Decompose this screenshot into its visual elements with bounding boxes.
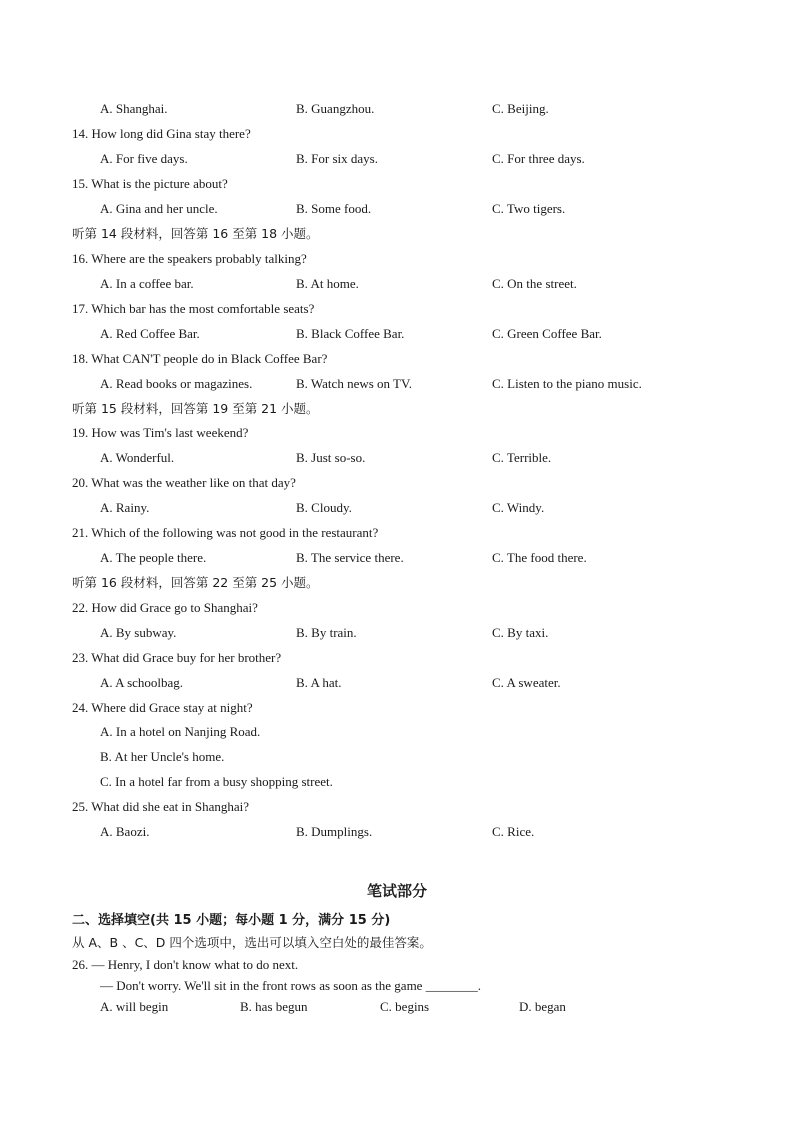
q26-line-1: 26. — Henry, I don't know what to do next. [72, 957, 299, 972]
q21-text: 21. Which of the following was not good in the restaurant? [72, 525, 379, 540]
q17-option-b: B. Black Coffee Bar. [296, 326, 405, 341]
q13-option-b: B. Guangzhou. [296, 101, 375, 116]
q21-option-c: C. The food there. [492, 550, 587, 565]
q15-text: 15. What is the picture about? [72, 176, 228, 191]
q21-option-a: A. The people there. [100, 550, 207, 565]
q18-option-c: C. Listen to the piano music. [492, 376, 642, 391]
q20-option-c: C. Windy. [492, 500, 545, 515]
q20-text: 20. What was the weather like on that day? [72, 475, 296, 490]
q24-option-b: B. At her Uncle's home. [100, 749, 225, 764]
q24-option-c: C. In a hotel far from a busy shopping street. [100, 774, 333, 789]
q26-option-b: B. has begun [240, 999, 308, 1014]
q25-text: 25. What did she eat in Shanghai? [72, 799, 250, 814]
q26-line-2: — Don't worry. We'll sit in the front rows as soon as the game ________. [100, 978, 481, 993]
q25-option-b: B. Dumplings. [296, 824, 373, 839]
q20-option-b: B. Cloudy. [296, 500, 352, 515]
q22-option-b: B. By train. [296, 625, 357, 640]
q16-option-b: B. At home. [296, 276, 359, 291]
q15-option-c: C. Two tigers. [492, 201, 566, 216]
q22-option-c: C. By taxi. [492, 625, 549, 640]
q18-option-b: B. Watch news on TV. [296, 376, 412, 391]
q22-option-a: A. By subway. [100, 625, 177, 640]
q14-option-c: C. For three days. [492, 151, 585, 166]
q19-option-a: A. Wonderful. [100, 450, 175, 465]
q22-text: 22. How did Grace go to Shanghai? [72, 600, 258, 615]
q23-option-b: B. A hat. [296, 675, 342, 690]
q20-option-a: A. Rainy. [100, 500, 150, 515]
section-15-instruction: 听第 15 段材料，回答第 19 至第 21 小题。 [72, 401, 319, 416]
q26-option-c: C. begins [380, 999, 430, 1014]
q14-text: 14. How long did Gina stay there? [72, 126, 251, 141]
q17-option-c: C. Green Coffee Bar. [492, 326, 602, 341]
q16-option-c: C. On the street. [492, 276, 577, 291]
q25-option-c: C. Rice. [492, 824, 535, 839]
q19-option-c: C. Terrible. [492, 450, 552, 465]
q23-option-c: C. A sweater. [492, 675, 561, 690]
q19-option-b: B. Just so-so. [296, 450, 366, 465]
section-16-instruction: 听第 16 段材料，回答第 22 至第 25 小题。 [72, 575, 319, 590]
q14-option-a: A. For five days. [100, 151, 188, 166]
q18-text: 18. What CAN'T people do in Black Coffee Bar? [72, 351, 328, 366]
q15-option-b: B. Some food. [296, 201, 372, 216]
section-14-instruction: 听第 14 段材料，回答第 16 至第 18 小题。 [72, 226, 319, 241]
q17-text: 17. Which bar has the most comfortable seats? [72, 301, 315, 316]
q15-option-a: A. Gina and her uncle. [100, 201, 218, 216]
section-two-heading: 二、选择填空(共 15 小题；每小题 1 分，满分 15 分) [72, 913, 391, 928]
q19-text: 19. How was Tim's last weekend? [72, 425, 249, 440]
q13-option-c: C. Beijing. [492, 101, 549, 116]
q26-option-d: D. began [519, 999, 566, 1014]
q16-option-a: A. In a coffee bar. [100, 276, 194, 291]
q17-option-a: A. Red Coffee Bar. [100, 326, 200, 341]
q26-option-a: A. will begin [100, 999, 169, 1014]
q25-option-a: A. Baozi. [100, 824, 150, 839]
q24-option-a: A. In a hotel on Nanjing Road. [100, 724, 261, 739]
q14-option-b: B. For six days. [296, 151, 378, 166]
q23-option-a: A. A schoolbag. [100, 675, 184, 690]
q24-text: 24. Where did Grace stay at night? [72, 700, 253, 715]
q13-option-a: A. Shanghai. [100, 101, 168, 116]
q23-text: 23. What did Grace buy for her brother? [72, 650, 282, 665]
section-two-instruction: 从 A、B 、C、D 四个选项中，选出可以填入空白处的最佳答案。 [72, 935, 432, 950]
q16-text: 16. Where are the speakers probably talking? [72, 251, 307, 266]
written-part-title: 笔试部分 [366, 882, 427, 900]
q18-option-a: A. Read books or magazines. [100, 376, 253, 391]
q21-option-b: B. The service there. [296, 550, 404, 565]
